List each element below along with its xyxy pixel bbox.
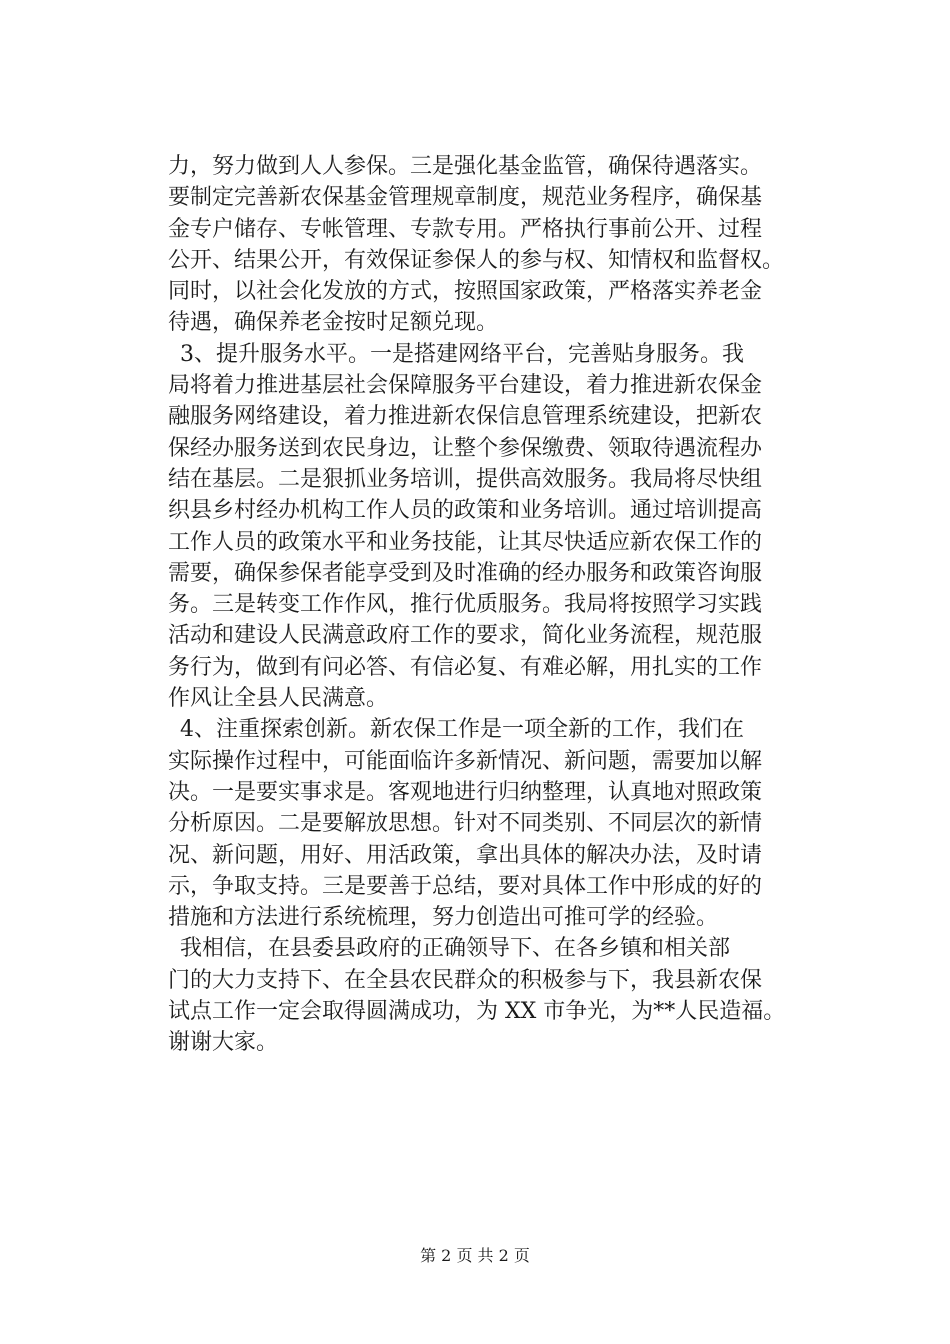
text-line: 要制定完善新农保基金管理规章制度，规范业务程序，确保基	[168, 185, 763, 211]
text-line: 作风让全县人民满意。	[168, 686, 389, 712]
page-number-footer: 第 2 页 共 2 页	[420, 1246, 530, 1265]
text-line: 金专户储存、专帐管理、专款专用。严格执行事前公开、过程	[168, 216, 763, 242]
text-line: 况、新问题，用好、用活政策，拿出具体的解决办法，及时请	[168, 842, 763, 868]
text-line: 务。三是转变工作作风，推行优质服务。我局将按照学习实践	[168, 592, 763, 618]
document-body	[168, 151, 858, 1059]
paragraph-4-start: 4、注重探索创新。新农保工作是一项全新的工作，我们在	[180, 717, 744, 743]
closing-paragraph-start: 我相信，在县委县政府的正确领导下、在各乡镇和相关部	[180, 936, 731, 962]
text-line: 实际操作过程中，可能面临许多新情况、新问题，需要加以解	[168, 748, 763, 774]
text-line: 活动和建设人民满意政府工作的要求，简化业务流程，规范服	[168, 623, 763, 649]
text-line: 力，努力做到人人参保。三是强化基金监管，确保待遇落实。	[168, 154, 763, 179]
text-line: 工作人员的政策水平和业务技能，让其尽快适应新农保工作的	[168, 529, 763, 555]
paragraph-3-start: 3、提升服务水平。一是搭建网络平台，完善贴身服务。我	[180, 341, 744, 367]
text-line: 门的大力支持下、在全县农民群众的积极参与下，我县新农保	[168, 967, 763, 993]
text-line: 试点工作一定会取得圆满成功，为 XX 市争光，为**人民造福。	[168, 999, 786, 1025]
text-line: 务行为，做到有问必答、有信必复、有难必解，用扎实的工作	[168, 654, 763, 680]
text-line: 分析原因。二是要解放思想。针对不同类别、不同层次的新情	[168, 811, 763, 837]
text-line: 局将着力推进基层社会保障服务平台建设，着力推进新农保金	[168, 373, 763, 399]
text-line: 织县乡村经办机构工作人员的政策和业务培训。通过培训提高	[168, 498, 763, 524]
text-line: 结在基层。二是狠抓业务培训，提供高效服务。我局将尽快组	[168, 466, 763, 492]
text-line: 需要，确保参保者能享受到及时准确的经办服务和政策咨询服	[168, 560, 763, 586]
text-line: 决。一是要实事求是。客观地进行归纳整理，认真地对照政策	[168, 779, 763, 805]
text-line: 保经办服务送到农民身边，让整个参保缴费、领取待遇流程办	[168, 435, 763, 461]
text-line: 公开、结果公开，有效保证参保人的参与权、知情权和监督权。	[168, 247, 785, 273]
text-line: 措施和方法进行系统梳理，努力创造出可推可学的经验。	[168, 905, 719, 931]
text-line: 同时，以社会化发放的方式，按照国家政策，严格落实养老金	[168, 279, 763, 305]
text-line: 示，争取支持。三是要善于总结，要对具体工作中形成的好的	[168, 873, 763, 899]
text-line: 融服务网络建设，着力推进新农保信息管理系统建设，把新农	[168, 404, 763, 430]
text-line: 谢谢大家。	[168, 1030, 279, 1056]
text-line: 待遇，确保养老金按时足额兑现。	[168, 310, 499, 336]
